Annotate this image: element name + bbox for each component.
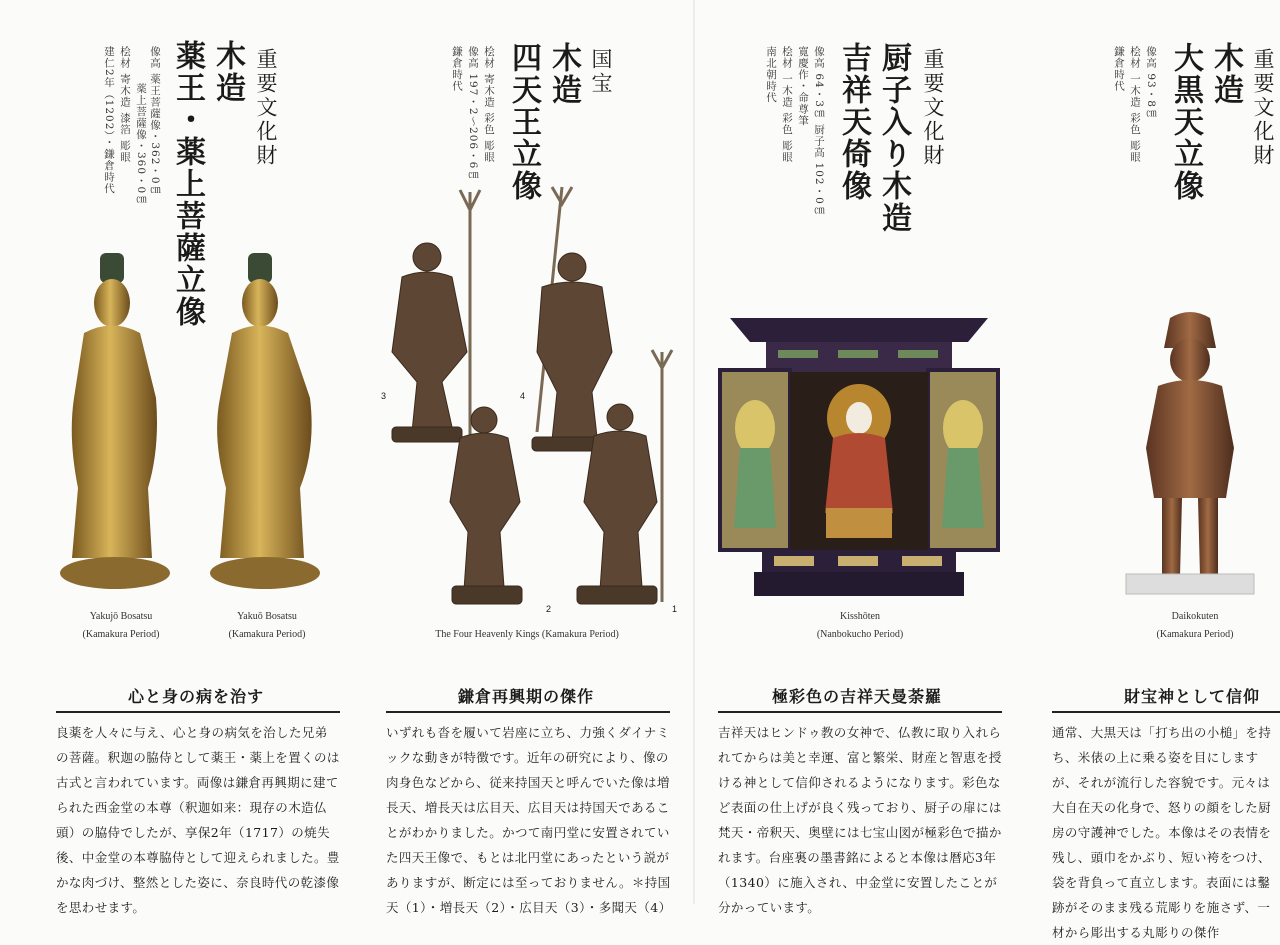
title-yakuo-line1: 木造: [210, 40, 245, 104]
body-shitenno: いずれも沓を履いて岩座に立ち、力強くダイナミックな動きが特徴です。近年の研究により、像の肉身色などから、従来持国天と呼んでいた像は増長天、増長天は広目天、広目天は持国天であることがわかりました。かつて南円堂に安置されていた四天王像で、もとは北円堂にあったという説がありますが、断定には至っておりません。＊持国天（1）・増長天（2）・広目天（3）・多聞天（4）: [386, 725, 672, 915]
caption-kisshoten-period: (Nanbokucho Period): [816, 629, 904, 640]
rule-shitenno: [386, 711, 670, 713]
caption-kisshoten-name: Kisshōten: [840, 611, 880, 622]
yakujo-statue: [60, 253, 170, 589]
meta-daikokuten-1: 像高 93・8㎝: [1145, 46, 1157, 120]
meta-shitenno-3: 鎌倉時代: [451, 46, 463, 92]
rule-daikokuten: [1052, 711, 1280, 713]
title-shitenno-line2: 四天王立像: [506, 42, 541, 202]
designation-kisshoten: 重要文化財: [921, 48, 945, 168]
rule-kisshoten: [718, 711, 1002, 713]
caption-yakujo-name: Yakujō Bosatsu: [89, 611, 153, 622]
meta-yakuo-2: 薬上菩薩像・360・0㎝: [135, 83, 147, 206]
meta-kisshoten-1: 像高 64・3㎝ 厨子高 102・0㎝: [813, 46, 825, 217]
body-daikokuten: 通常、大黒天は「打ち出の小槌」を持ち、米俵の上に乗る姿を目にしますが、それが流行した容貌です。元々は大自在天の化身で、怒りの顔をした厨房の守護神でした。本像はその表情を残し、頭巾をかぶり、短い袴をつけ、袋を背負って直立します。表面には鑿跡がそのまま残る荒彫りを施さず、一材から彫出する丸彫りの傑作: [1052, 725, 1272, 940]
heading-yakuo: 心と身の病を治す: [128, 687, 265, 706]
caption-shitenno: The Four Heavenly Kings (Kamakura Period): [435, 629, 619, 640]
meta-shitenno-2: 像高 197・2～206・6㎝: [467, 46, 479, 181]
caption-yakuo-period: (Kamakura Period): [228, 629, 306, 640]
heading-kisshoten: 極彩色の吉祥天曼荼羅: [772, 687, 943, 706]
meta-yakuo-3: 桧材 寄木造 漆箔 彫眼: [119, 46, 131, 163]
daikokuten-statue-image: [1122, 308, 1258, 598]
heading-shitenno: 鎌倉再興期の傑作: [458, 687, 595, 706]
title-daikokuten-line1: 木造: [1208, 42, 1243, 106]
caption-daikokuten-name: Daikokuten: [1171, 611, 1219, 622]
meta-kisshoten-2: 寛慶作・命尊筆: [797, 46, 809, 127]
designation-shitenno: 国宝: [589, 48, 613, 96]
meta-shitenno-1: 桧材 寄木造 彩色 彫眼: [483, 46, 495, 163]
body-yakuo: 良薬を人々に与え、心と身の病気を治した兄弟の菩薩。釈迦の脇侍として薬王・薬上を置くのは古式と言われています。両像は鎌倉再興期に建てられた西金堂の本尊（釈迦如来：現存の木造仏頭）の脇侍でしたが、享保2年（1717）の焼失後、中金堂の本尊脇侍として迎えられました。豊かな肉づけ、整然とした姿に、奈良時代の乾漆像を思わせます。: [56, 725, 340, 915]
caption-daikokuten-period: (Kamakura Period): [1156, 629, 1234, 640]
designation-daikokuten: 重要文化財: [1251, 48, 1275, 168]
designation-yakuo: 重要文化財: [254, 48, 278, 168]
caption-yakujo-period: (Kamakura Period): [82, 629, 160, 640]
yakuo-statue: [210, 253, 320, 589]
caption-yakuo: [212, 608, 322, 644]
page-fold: [693, 0, 695, 904]
rule-yakuo: [56, 711, 340, 713]
title-kisshoten-line2: 吉祥天倚像: [836, 42, 871, 202]
meta-daikokuten-3: 鎌倉時代: [1113, 46, 1125, 92]
figure-number-4: 4: [520, 391, 526, 401]
figure-number-1: 1: [672, 604, 678, 614]
meta-yakuo-1: 像高 薬王菩薩像・362・0㎝: [149, 46, 161, 197]
figure-number-3: 3: [381, 391, 387, 401]
body-kisshoten: 吉祥天はヒンドゥ教の女神で、仏教に取り入れられてからは美と幸運、富と繁栄、財産と智恵を授ける神として信仰されるようになります。彩色など表面の仕上げが良く残っており、厨子の扉には梵天・帝釈天、奥壁には七宝山図が極彩色で描かれます。台座裏の墨書銘によると本像は暦応3年（1340）に施入され、中金堂に安置したことが分かっています。: [718, 725, 1002, 915]
meta-kisshoten-4: 南北朝時代: [765, 46, 777, 104]
figure-number-2: 2: [546, 604, 552, 614]
meta-yakuo-4: 建仁2年（1202）・鎌倉時代: [103, 46, 115, 195]
meta-daikokuten-2: 桧材 一木造 彩色 彫眼: [1129, 46, 1141, 163]
title-yakuo-line2: 薬王・薬上菩薩立像: [170, 40, 205, 328]
king-statue-4: [532, 187, 612, 451]
title-kisshoten-line1: 厨子入り木造: [876, 42, 911, 234]
caption-kisshoten: [790, 608, 930, 644]
king-statue-3: [392, 190, 480, 442]
caption-daikokuten: [1140, 608, 1250, 644]
kisshoten-shrine-image: [718, 308, 1000, 600]
heading-daikokuten: 財宝神として信仰: [1124, 687, 1261, 706]
bodhisattva-statues-image: [60, 248, 330, 593]
caption-yakuo-name: Yakuō Bosatsu: [237, 611, 297, 622]
title-shitenno-line1: 木造: [546, 42, 581, 106]
four-heavenly-kings-image: [372, 182, 684, 614]
caption-yakujo: [66, 608, 176, 644]
meta-kisshoten-3: 桧材 一木造 彩色 彫眼: [781, 46, 793, 163]
title-daikokuten-line2: 大黒天立像: [1168, 42, 1203, 202]
